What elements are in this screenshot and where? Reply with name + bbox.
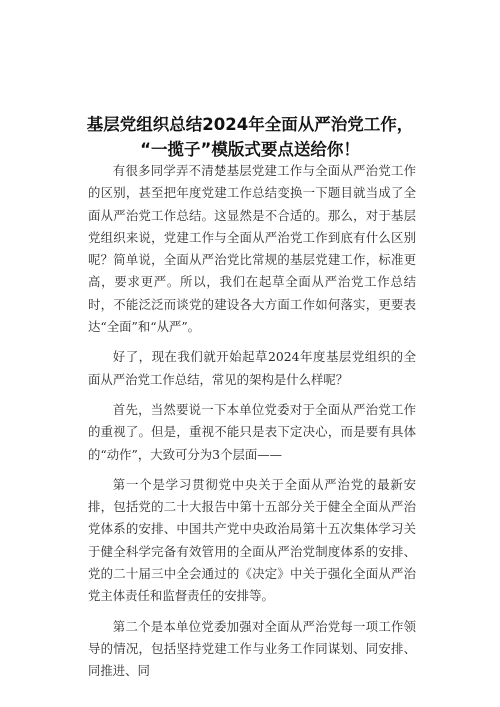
title-line-1: 基层党组织总结2024年全面从严治党工作， <box>86 115 414 134</box>
document-body <box>88 160 416 691</box>
document-title <box>40 112 460 162</box>
paragraph-intro: 有很多同学弄不清楚基层党建工作与全面从严治党工作的区别，甚至把年度党建工作总结变换一下题目就当成了全面从严治党工作总结。这显然是不合适的。那么，对于基层党组织来说，党建工作与全面从严治党工作到底有什么区别呢？简单说，全面从严治党比常规的基层党建工作，标准更高，要求更严。所以，我们在起草全面从严治党工作总结时，不能泛泛而谈党的建设各大方面工作如何落实，更要表达“全面”和“从严”。 <box>88 163 416 335</box>
paragraph-first-point: 首先，当然要说一下本单位党委对于全面从严治党工作的重视了。但是，重视不能只是表下定决心，而是要有具体的“动作”，大致可分为3个层面—— <box>88 401 416 462</box>
title-line-2: “一揽子”模版式要点送给你！ <box>140 140 360 159</box>
paragraph-layer-one: 第一个是学习贯彻党中央关于全面从严治党的最新安排，包括党的二十大报告中第十五部分关于健全全面从严治党体系的安排、中国共产党中央政治局第十五次集体学习关于健全科学完备有效管用的全面从严治党制度体系的安排、党的二十届三中全会通过的《决定》中关于强化全面从严治党主体责任和监督责任的安排等。 <box>88 476 416 604</box>
paragraph-layer-two: 第二个是本单位党委加强对全面从严治党每一项工作领导的情况，包括坚持党建工作与业务工作同谋划、同安排、同推进、同 <box>88 618 416 679</box>
paragraph-structure-question: 好了，现在我们就开始起草2024年度基层党组织的全面从严治党工作总结，常见的架构是什么样呢？ <box>88 349 416 387</box>
